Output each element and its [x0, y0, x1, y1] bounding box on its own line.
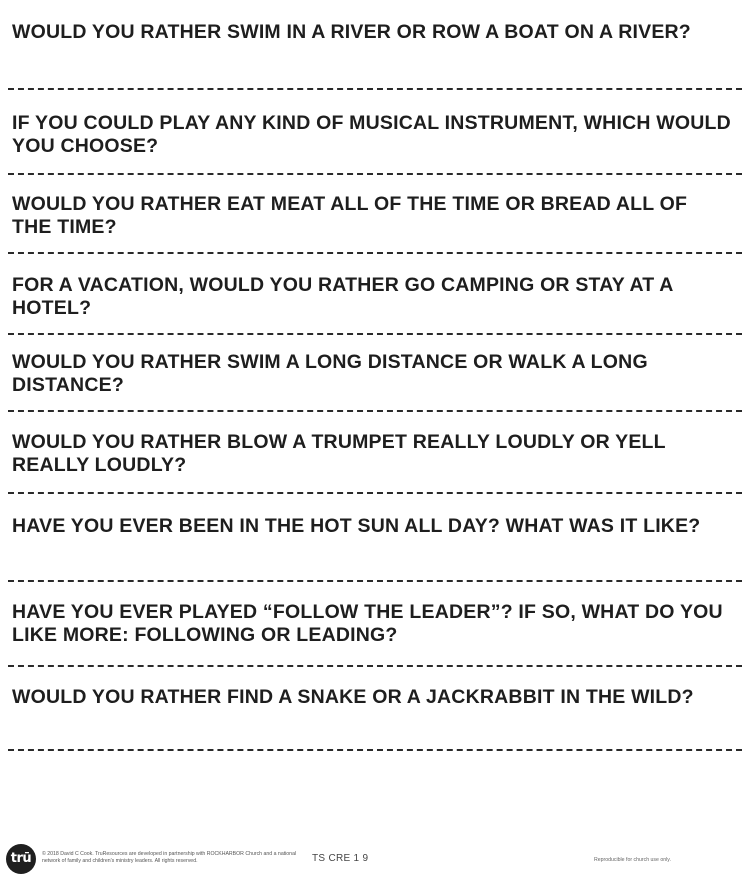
question-card-7: HAVE YOU EVER BEEN IN THE HOT SUN ALL DAY? WHAT WAS IT LIKE?	[12, 515, 701, 537]
question-card-1: WOULD YOU RATHER SWIM IN A RIVER OR ROW A BOAT ON A RIVER?	[12, 21, 691, 43]
question-card-3: WOULD YOU RATHER EAT MEAT ALL OF THE TIME OR BREAD ALL OF THE TIME?	[12, 193, 688, 238]
dashed-cut-line-9	[8, 749, 742, 751]
tru-logo: trū	[6, 844, 36, 874]
dashed-cut-line-4	[8, 333, 742, 335]
question-card-4: FOR A VACATION, WOULD YOU RATHER GO CAMPING OR STAY AT A HOTEL?	[12, 274, 673, 319]
dashed-cut-line-1	[8, 88, 742, 90]
dashed-cut-line-5	[8, 410, 742, 412]
question-card-2: IF YOU COULD PLAY ANY KIND OF MUSICAL INSTRUMENT, WHICH WOULD YOU CHOOSE?	[12, 112, 731, 157]
dashed-cut-line-8	[8, 665, 742, 667]
resource-code: TS CRE 1 9	[312, 853, 369, 864]
question-card-9: WOULD YOU RATHER FIND A SNAKE OR A JACKRABBIT IN THE WILD?	[12, 686, 694, 708]
dashed-cut-line-2	[8, 173, 742, 175]
question-card-6: WOULD YOU RATHER BLOW A TRUMPET REALLY LOUDLY OR YELL REALLY LOUDLY?	[12, 431, 666, 476]
copyright-text: © 2018 David C Cook. TruResources are developed in partnership with ROCKHARBOR Church and a national network of family and children's ministry leaders. All rights reserved.	[42, 851, 297, 864]
dashed-cut-line-6	[8, 492, 742, 494]
reproducible-note: Reproducible for church use only.	[594, 857, 671, 863]
dashed-cut-line-7	[8, 580, 742, 582]
page-footer	[0, 838, 750, 888]
question-card-5: WOULD YOU RATHER SWIM A LONG DISTANCE OR WALK A LONG DISTANCE?	[12, 351, 648, 396]
dashed-cut-line-3	[8, 252, 742, 254]
question-card-8: HAVE YOU EVER PLAYED “FOLLOW THE LEADER”? IF SO, WHAT DO YOU LIKE MORE: FOLLOWING OR LEADING?	[12, 601, 723, 646]
